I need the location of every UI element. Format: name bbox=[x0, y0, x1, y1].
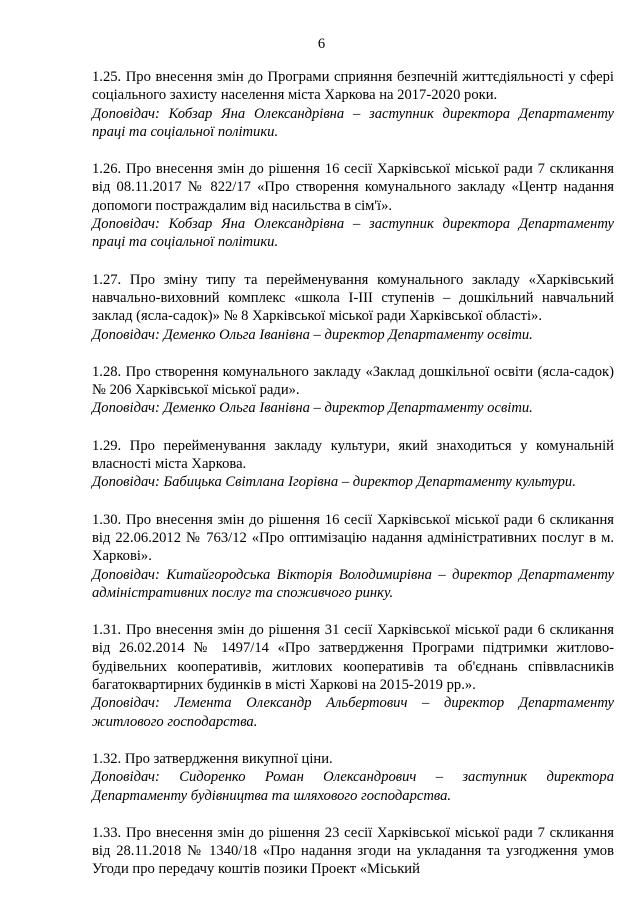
agenda-item-text: 1.25. Про внесення змін до Програми сприяння безпечній життєдіяльності у сфері соціального захисту населення міста Харкова на 2017-2020 роки. bbox=[92, 69, 614, 104]
agenda-item bbox=[92, 271, 614, 344]
agenda-item-speaker: Доповідач: Лемента Олександр Альбертович – директор Департаменту житлового господарства. bbox=[92, 695, 614, 730]
agenda-item bbox=[92, 437, 614, 492]
page-number: 6 bbox=[317, 36, 326, 52]
agenda-item-text: 1.29. Про перейменування закладу культури, який знаходиться у комунальній власності міста Харкова. bbox=[92, 437, 614, 473]
agenda-item bbox=[92, 68, 614, 141]
agenda-item-text: 1.28. Про створення комунального закладу «Заклад дошкільної освіти (ясла-садок) № 206 Харківської міської ради». bbox=[92, 363, 614, 399]
agenda-item-speaker: Доповідач: Деменко Ольга Іванівна – директор Департаменту освіти. bbox=[92, 326, 533, 343]
agenda-item bbox=[92, 750, 614, 805]
agenda-item-text: 1.27. Про зміну типу та перейменування комунального закладу «Харківський навчально-виховний комплекс «школа І-ІІІ ступенів – дошкільний навчальний заклад (ясла-садок)» № 8 Харківської міської ради Харківської області». bbox=[92, 271, 614, 325]
agenda-item bbox=[92, 160, 614, 251]
agenda-item-speaker: Доповідач: Кобзар Яна Олександрівна – заступник директора Департаменту праці та соціальної політики. bbox=[92, 216, 614, 251]
agenda-item bbox=[92, 363, 614, 418]
agenda-item-speaker: Доповідач: Китайгородська Вікторія Володимирівна – директор Департаменту адміністративних послуг та споживчого ринку. bbox=[92, 566, 614, 601]
agenda-item-text: 1.33. Про внесення змін до рішення 23 сесії Харківської міської ради 7 скликання від 28.11.2018 № 1340/18 «Про надання згоди на укладання та узгодження умов Угоди про передачу коштів позики Проект «Міський bbox=[92, 824, 614, 878]
agenda-item-speaker: Доповідач: Сидоренко Роман Олександрович – заступник директора Департаменту будівництва та шляхового господарства. bbox=[92, 769, 614, 804]
agenda-items bbox=[92, 68, 614, 898]
agenda-item bbox=[92, 621, 614, 731]
agenda-item-text: 1.31. Про внесення змін до рішення 31 сесії Харківської міської ради 6 скликання від 26.02.2014 № 1497/14 «Про затвердження Програми підтримки житлово-будівельних кооперативів, житлових кооперативів та об'єднань співвласників багатоквартирних будинків в місті Харкові на 2015-2019 рр.». bbox=[92, 622, 614, 694]
agenda-item-text: 1.30. Про внесення змін до рішення 16 сесії Харківської міської ради 6 скликання від 22.06.2012 № 763/12 «Про оптимізацію надання адміністративних послуг в м. Харкові». bbox=[92, 511, 614, 565]
agenda-item-speaker: Доповідач: Кобзар Яна Олександрівна – заступник директора Департаменту праці та соціальної політики. bbox=[92, 105, 614, 140]
agenda-item bbox=[92, 511, 614, 602]
agenda-item-speaker: Доповідач: Деменко Ольга Іванівна – директор Департаменту освіти. bbox=[92, 400, 533, 417]
agenda-item-text: 1.26. Про внесення змін до рішення 16 сесії Харківської міської ради 7 скликання від 08.11.2017 № 822/17 «Про створення комунального закладу «Центр надання допомоги постраждалим від насильства в сім'ї». bbox=[92, 161, 614, 214]
agenda-item-text: 1.32. Про затвердження викупної ціни. bbox=[92, 750, 333, 767]
agenda-item-speaker: Доповідач: Бабицька Світлана Ігорівна – директор Департаменту культури. bbox=[92, 474, 576, 491]
agenda-item bbox=[92, 824, 614, 879]
